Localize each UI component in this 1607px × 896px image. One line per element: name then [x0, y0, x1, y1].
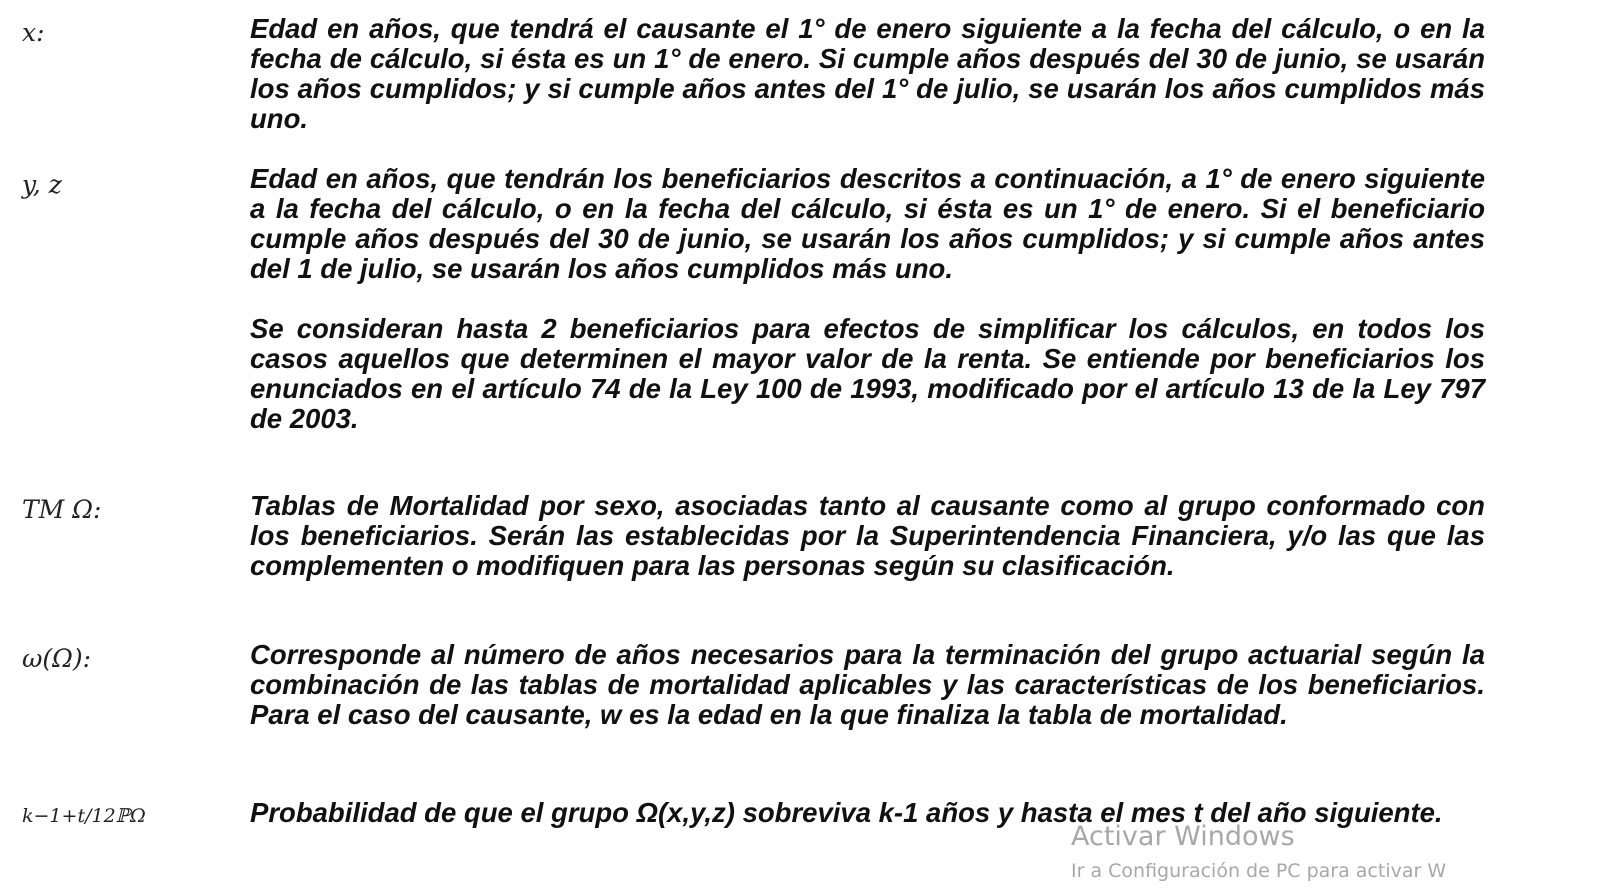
term-x: x: — [22, 18, 45, 47]
description-y-z — [250, 164, 1485, 434]
paragraph: Tablas de Mortalidad por sexo, asociadas tanto al causante como al grupo conformado con los beneficiarios. Serán las establecidas por la Superintendencia Financiera, y/o las que las complementen o modifiquen para las personas según su clasificación. — [250, 490, 1485, 581]
description-tm-omega — [250, 491, 1485, 581]
paragraph: Corresponde al número de años necesarios para la terminación del grupo actuarial según la combinación de las tablas de mortalidad aplicables y las características de los beneficiarios. Para el caso del causante, w es la edad en la que finaliza la tabla de mortalidad. — [250, 639, 1485, 730]
windows-activation-watermark — [1071, 820, 1446, 884]
paragraph: Edad en años, que tendrá el causante el 1° de enero siguiente a la fecha del cálculo, o en la fecha de cálculo, si ésta es un 1° de enero. Si cumple años después del 30 de junio, se usarán los años cumplidos; y si cumple años antes del 1° de julio, se usarán los años cumplidos más uno. — [250, 13, 1485, 134]
watermark-subtitle: Ir a Configuración de PC para activar W — [1071, 860, 1447, 882]
term-survival-probability: k−1+t/12ℙΩ — [22, 805, 146, 827]
description-x — [250, 14, 1485, 134]
term-tm-omega: TM Ω: — [22, 495, 102, 524]
watermark-title: Activar Windows — [1071, 821, 1295, 852]
paragraph: Se consideran hasta 2 beneficiarios para efectos de simplificar los cálculos, en todos los casos aquellos que determinen el mayor valor de la renta. Se entiende por beneficiarios los enunciados en el artículo 74 de la Ley 100 de 1993, modificado por el artículo 13 de la Ley 797 de 2003. — [250, 313, 1485, 434]
term-omega-end: ω(Ω): — [22, 644, 92, 673]
description-omega-end — [250, 640, 1485, 730]
paragraph: Edad en años, que tendrán los beneficiarios descritos a continuación, a 1° de enero siguiente a la fecha del cálculo, o en la fecha del cálculo, si ésta es un 1° de enero. Si el beneficiario cumple años después del 30 de junio, se usarán los años cumplidos; y si cumple años antes del 1 de julio, se usarán los años cumplidos más uno. — [250, 163, 1485, 284]
term-y-z: y, z — [22, 170, 62, 199]
paragraph: Probabilidad de que el grupo Ω(x,y,z) sobreviva k-1 años y hasta el mes t del año siguiente. — [250, 797, 1443, 828]
